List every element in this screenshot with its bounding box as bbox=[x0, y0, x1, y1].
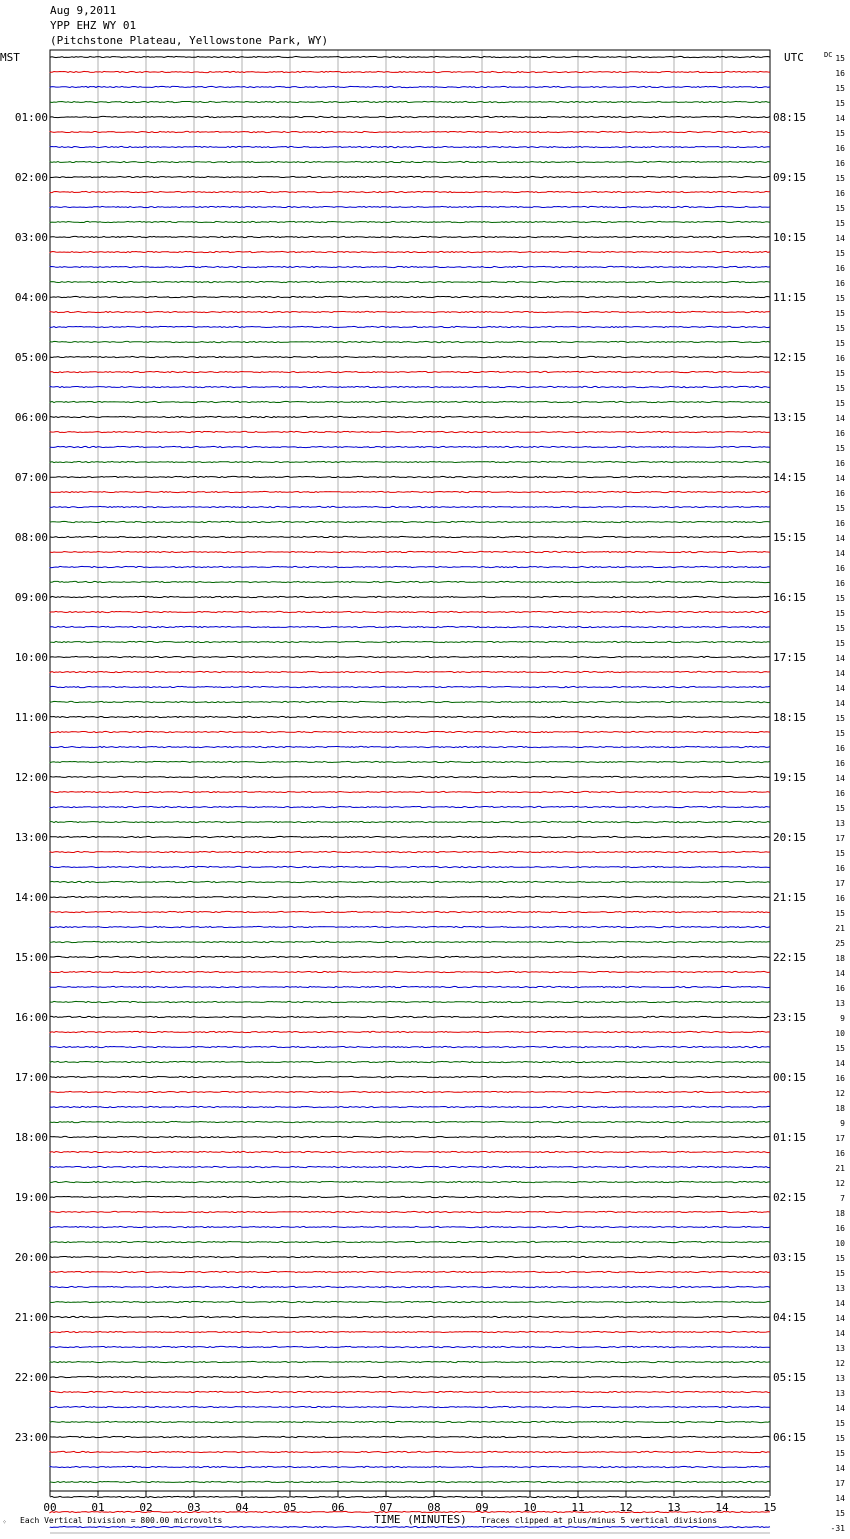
trace-offset-label: 15 bbox=[835, 609, 845, 618]
seismic-trace bbox=[50, 356, 770, 357]
trace-offset-label: 15 bbox=[835, 1449, 845, 1458]
seismic-trace bbox=[50, 1286, 770, 1287]
mst-hour-label: 12:00 bbox=[14, 771, 48, 784]
seismic-trace bbox=[50, 371, 770, 372]
seismic-trace bbox=[50, 626, 770, 627]
trace-offset-label: 16 bbox=[835, 789, 845, 798]
x-tick-label: 05 bbox=[283, 1501, 297, 1514]
seismic-trace bbox=[50, 401, 770, 402]
seismic-trace bbox=[50, 191, 770, 192]
trace-offset-label: 14 bbox=[835, 1494, 845, 1503]
trace-offset-label: 14 bbox=[835, 669, 845, 678]
utc-hour-label: 21:15 bbox=[773, 891, 807, 904]
seismic-trace bbox=[50, 641, 770, 642]
trace-offset-label: 13 bbox=[835, 1374, 845, 1383]
seismic-trace bbox=[50, 1466, 770, 1467]
seismic-trace bbox=[50, 536, 770, 537]
seismic-trace bbox=[50, 1196, 770, 1197]
mst-hour-label: 10:00 bbox=[14, 651, 48, 664]
utc-hour-label: 03:15 bbox=[773, 1251, 807, 1264]
trace-offset-label: 13 bbox=[835, 1344, 845, 1353]
seismic-trace bbox=[50, 56, 770, 57]
utc-hour-label: 02:15 bbox=[773, 1191, 807, 1204]
trace-offset-label: 15 bbox=[835, 204, 845, 213]
trace-offset-label: 16 bbox=[835, 864, 845, 873]
trace-offset-label: 15 bbox=[835, 99, 845, 108]
station-location: (Pitchstone Plateau, Yellowstone Park, WY) bbox=[50, 34, 329, 47]
trace-offset-label: 15 bbox=[835, 129, 845, 138]
trace-offset-label: 15 bbox=[835, 1434, 845, 1443]
seismic-trace bbox=[50, 236, 770, 237]
seismic-trace bbox=[50, 581, 770, 582]
seismic-trace bbox=[50, 221, 770, 222]
seismic-trace bbox=[50, 251, 770, 252]
seismic-trace bbox=[50, 506, 770, 507]
trace-offset-label: 14 bbox=[835, 1299, 845, 1308]
seismic-trace bbox=[50, 1271, 770, 1272]
seismic-trace bbox=[50, 971, 770, 972]
seismic-trace bbox=[50, 851, 770, 852]
trace-offset-label: 14 bbox=[835, 414, 845, 423]
trace-offset-label: 16 bbox=[835, 159, 845, 168]
trace-offset-label: 14 bbox=[835, 1329, 845, 1338]
seismic-trace bbox=[50, 956, 770, 957]
seismic-trace bbox=[50, 1001, 770, 1002]
mst-hour-label: 04:00 bbox=[14, 291, 48, 304]
seismic-trace bbox=[50, 1391, 770, 1392]
utc-hour-label: 00:15 bbox=[773, 1071, 807, 1084]
seismic-trace bbox=[50, 416, 770, 417]
trace-offset-label: 15 bbox=[835, 324, 845, 333]
clip-note: Traces clipped at plus/minus 5 vertical divisions bbox=[481, 1516, 718, 1525]
seismic-trace bbox=[50, 806, 770, 807]
trace-offset-label: 13 bbox=[835, 1284, 845, 1293]
seismic-trace bbox=[50, 446, 770, 447]
mst-hour-label: 14:00 bbox=[14, 891, 48, 904]
trace-offset-label: 16 bbox=[835, 144, 845, 153]
trace-offset-label: 15 bbox=[835, 624, 845, 633]
trace-offset-label: 16 bbox=[835, 759, 845, 768]
trace-offset-label: 16 bbox=[835, 1074, 845, 1083]
trace-offset-label: 14 bbox=[835, 114, 845, 123]
trace-offset-label: 15 bbox=[835, 1044, 845, 1053]
seismic-trace bbox=[50, 1166, 770, 1167]
utc-hour-label: 10:15 bbox=[773, 231, 807, 244]
seismic-trace bbox=[50, 1121, 770, 1122]
seismic-trace bbox=[50, 461, 770, 462]
x-tick-label: 07 bbox=[379, 1501, 393, 1514]
seismic-trace bbox=[50, 1016, 770, 1017]
trace-offset-label: 15 bbox=[835, 639, 845, 648]
x-tick-label: 13 bbox=[667, 1501, 681, 1514]
trace-offset-label: 16 bbox=[835, 579, 845, 588]
mst-hour-label: 13:00 bbox=[14, 831, 48, 844]
seismic-trace bbox=[50, 791, 770, 792]
seismic-trace bbox=[50, 206, 770, 207]
x-tick-label: 09 bbox=[475, 1501, 489, 1514]
utc-hour-label: 09:15 bbox=[773, 171, 807, 184]
seismic-trace bbox=[50, 1076, 770, 1077]
trace-offset-label: 15 bbox=[835, 174, 845, 183]
trace-offset-label: 14 bbox=[835, 1404, 845, 1413]
seismic-trace bbox=[50, 161, 770, 162]
mst-hour-label: 20:00 bbox=[14, 1251, 48, 1264]
trace-offset-label: 16 bbox=[835, 354, 845, 363]
seismic-trace bbox=[50, 1136, 770, 1137]
seismic-trace bbox=[50, 1256, 770, 1257]
trace-offset-label: 14 bbox=[835, 1314, 845, 1323]
x-tick-label: 01 bbox=[91, 1501, 105, 1514]
seismic-trace bbox=[50, 821, 770, 822]
utc-hour-label: 08:15 bbox=[773, 111, 807, 124]
x-tick-label: 04 bbox=[235, 1501, 249, 1514]
trace-offset-label: 15 bbox=[835, 1269, 845, 1278]
seismic-trace bbox=[50, 746, 770, 747]
seismic-trace bbox=[50, 1181, 770, 1182]
trace-offset-label: 12 bbox=[835, 1179, 845, 1188]
seismic-trace bbox=[50, 1316, 770, 1317]
trace-offset-label: 14 bbox=[835, 774, 845, 783]
seismic-trace bbox=[50, 131, 770, 132]
seismic-trace bbox=[50, 1376, 770, 1377]
trace-offset-label: 10 bbox=[835, 1029, 845, 1038]
seismic-trace bbox=[50, 1496, 770, 1497]
seismic-trace bbox=[50, 986, 770, 987]
seismic-trace bbox=[50, 1406, 770, 1407]
seismic-trace bbox=[50, 1031, 770, 1032]
utc-hour-label: 19:15 bbox=[773, 771, 807, 784]
utc-hour-label: 20:15 bbox=[773, 831, 807, 844]
utc-hour-label: 16:15 bbox=[773, 591, 807, 604]
x-tick-label: 00 bbox=[43, 1501, 57, 1514]
seismic-trace bbox=[50, 1301, 770, 1302]
seismic-trace bbox=[50, 1061, 770, 1062]
trace-offset-label: 15 bbox=[835, 339, 845, 348]
trace-offset-label: 15 bbox=[835, 384, 845, 393]
trace-offset-label: 15 bbox=[835, 249, 845, 258]
utc-hour-label: 23:15 bbox=[773, 1011, 807, 1024]
seismic-trace bbox=[50, 386, 770, 387]
trace-offset-label: 17 bbox=[835, 834, 845, 843]
mst-hour-label: 06:00 bbox=[14, 411, 48, 424]
trace-offset-label: 15 bbox=[835, 849, 845, 858]
trace-offset-label: 15 bbox=[835, 504, 845, 513]
seismic-trace bbox=[50, 776, 770, 777]
mst-hour-label: 03:00 bbox=[14, 231, 48, 244]
mst-hour-label: 11:00 bbox=[14, 711, 48, 724]
dc-label: DC bbox=[824, 51, 833, 59]
trace-offset-label: 15 bbox=[835, 714, 845, 723]
trace-offset-label: 16 bbox=[835, 189, 845, 198]
trace-offset-label: 15 bbox=[835, 804, 845, 813]
trace-offset-label: 9 bbox=[840, 1014, 845, 1023]
seismic-trace bbox=[50, 716, 770, 717]
seismic-trace bbox=[50, 1436, 770, 1437]
x-tick-label: 10 bbox=[523, 1501, 537, 1514]
trace-offset-label: 14 bbox=[835, 1059, 845, 1068]
utc-hour-label: 22:15 bbox=[773, 951, 807, 964]
trace-offset-label: 15 bbox=[835, 1419, 845, 1428]
trace-offset-label: 15 bbox=[835, 309, 845, 318]
seismic-trace bbox=[50, 71, 770, 72]
mst-hour-label: 08:00 bbox=[14, 531, 48, 544]
trace-offset-label: 17 bbox=[835, 879, 845, 888]
trace-offset-label: 13 bbox=[835, 1389, 845, 1398]
trace-offset-label: 13 bbox=[835, 819, 845, 828]
trace-offset-label: 18 bbox=[835, 1209, 845, 1218]
trace-offset-label: 14 bbox=[835, 699, 845, 708]
mst-hour-label: 15:00 bbox=[14, 951, 48, 964]
scale-note: Each Vertical Division = 800.00 microvolts bbox=[20, 1516, 223, 1525]
seismic-trace bbox=[50, 326, 770, 327]
seismic-trace bbox=[50, 761, 770, 762]
mst-hour-label: 17:00 bbox=[14, 1071, 48, 1084]
station-code: YPP EHZ WY 01 bbox=[50, 19, 137, 32]
trace-offset-label: 16 bbox=[835, 429, 845, 438]
mst-hour-label: 21:00 bbox=[14, 1311, 48, 1324]
trace-offset-label: 14 bbox=[835, 1464, 845, 1473]
x-axis-title: TIME (MINUTES) bbox=[374, 1513, 467, 1526]
seismic-trace bbox=[50, 1151, 770, 1152]
trace-offset-label: 12 bbox=[835, 1359, 845, 1368]
seismic-trace bbox=[50, 266, 770, 267]
right-axis-title: UTC bbox=[784, 51, 804, 64]
trace-offset-label: 17 bbox=[835, 1479, 845, 1488]
trace-offset-label: 16 bbox=[835, 69, 845, 78]
utc-hour-label: 14:15 bbox=[773, 471, 807, 484]
seismic-trace bbox=[50, 176, 770, 177]
footer-mark: ⁘ bbox=[2, 1519, 8, 1526]
seismic-trace bbox=[50, 1226, 770, 1227]
x-tick-label: 03 bbox=[187, 1501, 201, 1514]
seismic-trace bbox=[50, 836, 770, 837]
trace-offset-label: 25 bbox=[835, 939, 845, 948]
seismic-trace bbox=[50, 1421, 770, 1422]
seismic-trace bbox=[50, 926, 770, 927]
seismic-trace bbox=[50, 491, 770, 492]
seismic-trace bbox=[50, 1331, 770, 1332]
seismic-trace bbox=[50, 116, 770, 117]
x-tick-label: 06 bbox=[331, 1501, 345, 1514]
trace-offset-label: 15 bbox=[835, 444, 845, 453]
utc-hour-label: 12:15 bbox=[773, 351, 807, 364]
mst-hour-label: 09:00 bbox=[14, 591, 48, 604]
seismic-trace bbox=[50, 566, 770, 567]
x-tick-label: 12 bbox=[619, 1501, 633, 1514]
seismic-trace bbox=[50, 881, 770, 882]
seismic-trace bbox=[50, 341, 770, 342]
seismic-trace bbox=[50, 1481, 770, 1482]
trace-offset-label: 16 bbox=[835, 489, 845, 498]
trace-offset-label: 14 bbox=[835, 654, 845, 663]
trace-offset-label: 15 bbox=[835, 84, 845, 93]
seismic-trace bbox=[50, 551, 770, 552]
trace-offset-label: 7 bbox=[840, 1194, 845, 1203]
seismic-trace bbox=[50, 941, 770, 942]
seismic-trace bbox=[50, 476, 770, 477]
trace-offset-label: 16 bbox=[835, 894, 845, 903]
trace-offset-label: 15 bbox=[835, 594, 845, 603]
seismic-trace bbox=[50, 1451, 770, 1452]
trace-offset-label: 14 bbox=[835, 234, 845, 243]
seismic-trace bbox=[50, 281, 770, 282]
x-tick-label: 11 bbox=[571, 1501, 585, 1514]
trace-offset-label: 15 bbox=[835, 219, 845, 228]
seismic-trace bbox=[50, 521, 770, 522]
mst-hour-label: 02:00 bbox=[14, 171, 48, 184]
seismic-trace bbox=[50, 1046, 770, 1047]
seismic-trace bbox=[50, 311, 770, 312]
x-tick-label: 08 bbox=[427, 1501, 441, 1514]
mst-hour-label: 18:00 bbox=[14, 1131, 48, 1144]
seismic-trace bbox=[50, 1106, 770, 1107]
trace-offset-label: 21 bbox=[835, 1164, 845, 1173]
seismic-trace bbox=[50, 1361, 770, 1362]
x-tick-label: 15 bbox=[763, 1501, 777, 1514]
seismic-trace bbox=[50, 896, 770, 897]
seismic-trace bbox=[50, 431, 770, 432]
seismic-trace bbox=[50, 1526, 770, 1527]
trace-offset-label: 9 bbox=[840, 1119, 845, 1128]
trace-offset-label: 15 bbox=[835, 1509, 845, 1518]
seismic-trace bbox=[50, 1241, 770, 1242]
trace-offset-label: 18 bbox=[835, 954, 845, 963]
seismic-trace bbox=[50, 1091, 770, 1092]
trace-offset-label: 15 bbox=[835, 909, 845, 918]
trace-offset-label: 12 bbox=[835, 1089, 845, 1098]
trace-offset-label: 15 bbox=[835, 369, 845, 378]
utc-hour-label: 11:15 bbox=[773, 291, 807, 304]
trace-offset-label: 15 bbox=[835, 399, 845, 408]
trace-offset-label: 16 bbox=[835, 984, 845, 993]
trace-offset-label: 10 bbox=[835, 1239, 845, 1248]
seismic-trace bbox=[50, 671, 770, 672]
trace-offset-label: 16 bbox=[835, 459, 845, 468]
utc-hour-label: 15:15 bbox=[773, 531, 807, 544]
utc-hour-label: 18:15 bbox=[773, 711, 807, 724]
mst-hour-label: 16:00 bbox=[14, 1011, 48, 1024]
seismic-trace bbox=[50, 1346, 770, 1347]
trace-offset-label: 16 bbox=[835, 264, 845, 273]
mst-hour-label: 07:00 bbox=[14, 471, 48, 484]
trace-offset-label: 15 bbox=[835, 294, 845, 303]
seismic-trace bbox=[50, 1211, 770, 1212]
trace-offset-label: 18 bbox=[835, 1104, 845, 1113]
utc-hour-label: 13:15 bbox=[773, 411, 807, 424]
trace-offset-label: 16 bbox=[835, 1224, 845, 1233]
trace-offset-label: 21 bbox=[835, 924, 845, 933]
utc-hour-label: 17:15 bbox=[773, 651, 807, 664]
seismic-trace bbox=[50, 146, 770, 147]
trace-offset-label: -31 bbox=[830, 1524, 845, 1533]
mst-hour-label: 19:00 bbox=[14, 1191, 48, 1204]
trace-offset-label: 16 bbox=[835, 1149, 845, 1158]
seismic-trace bbox=[50, 866, 770, 867]
seismic-trace bbox=[50, 731, 770, 732]
trace-offset-label: 16 bbox=[835, 279, 845, 288]
seismic-trace bbox=[50, 611, 770, 612]
mst-hour-label: 23:00 bbox=[14, 1431, 48, 1444]
utc-hour-label: 05:15 bbox=[773, 1371, 807, 1384]
trace-offset-label: 14 bbox=[835, 474, 845, 483]
seismic-trace bbox=[50, 656, 770, 657]
trace-offset-label: 16 bbox=[835, 564, 845, 573]
trace-offset-label: 15 bbox=[835, 54, 845, 63]
mst-hour-label: 01:00 bbox=[14, 111, 48, 124]
seismic-trace bbox=[50, 296, 770, 297]
trace-offset-label: 16 bbox=[835, 744, 845, 753]
mst-hour-label: 05:00 bbox=[14, 351, 48, 364]
left-axis-title: MST bbox=[0, 51, 20, 64]
seismic-trace bbox=[50, 686, 770, 687]
trace-offset-label: 14 bbox=[835, 534, 845, 543]
trace-offset-label: 17 bbox=[835, 1134, 845, 1143]
seismic-trace bbox=[50, 911, 770, 912]
trace-offset-label: 15 bbox=[835, 1254, 845, 1263]
utc-hour-label: 06:15 bbox=[773, 1431, 807, 1444]
chart-date: Aug 9,2011 bbox=[50, 4, 117, 17]
trace-offset-label: 14 bbox=[835, 684, 845, 693]
seismic-trace bbox=[50, 86, 770, 87]
seismic-trace bbox=[50, 701, 770, 702]
utc-hour-label: 01:15 bbox=[773, 1131, 807, 1144]
trace-offset-label: 14 bbox=[835, 969, 845, 978]
x-tick-label: 14 bbox=[715, 1501, 729, 1514]
trace-offset-label: 15 bbox=[835, 729, 845, 738]
trace-offset-label: 13 bbox=[835, 999, 845, 1008]
x-tick-label: 02 bbox=[139, 1501, 153, 1514]
utc-hour-label: 04:15 bbox=[773, 1311, 807, 1324]
mst-hour-label: 22:00 bbox=[14, 1371, 48, 1384]
trace-offset-label: 14 bbox=[835, 549, 845, 558]
seismic-trace bbox=[50, 596, 770, 597]
trace-offset-label: 16 bbox=[835, 519, 845, 528]
seismic-trace bbox=[50, 101, 770, 102]
